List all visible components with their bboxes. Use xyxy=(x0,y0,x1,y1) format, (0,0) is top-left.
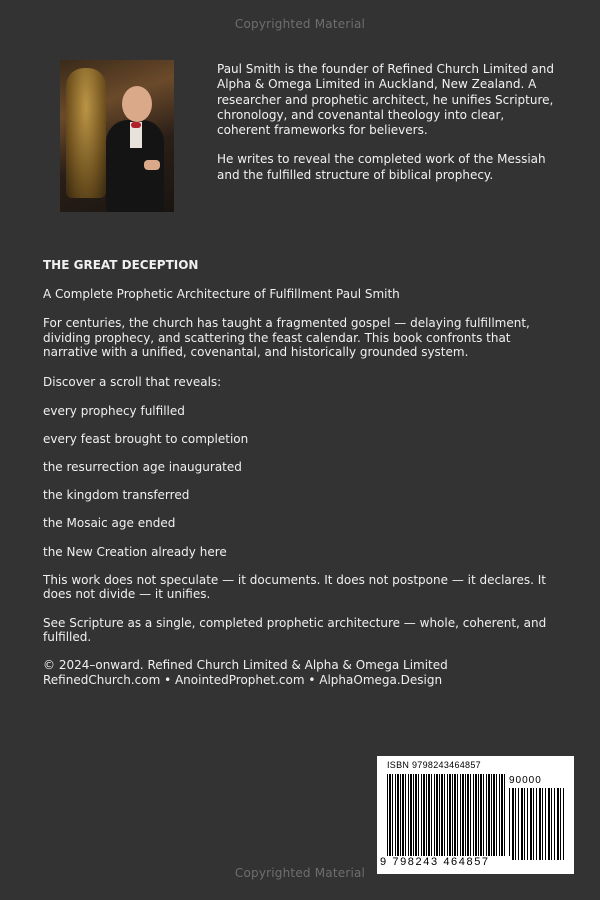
author-bio xyxy=(217,62,557,197)
author-photo xyxy=(60,60,174,212)
watermark-top: Copyrighted Material xyxy=(234,17,366,31)
intro-paragraph: For centuries, the church has taught a fragmented gospel — delaying fulfillment, dividing prophecy, and scattering the feast calendar. This book confronts that narrative with a unified, covenantal, and historically grounded system. xyxy=(43,316,530,360)
price-code: 90000 xyxy=(509,775,542,786)
list-item: every prophecy fulfilled xyxy=(43,403,185,418)
see-paragraph: See Scripture as a single, completed prophetic architecture — whole, coherent, and fulfilled. xyxy=(43,615,547,645)
watermark-bottom: Copyrighted Material xyxy=(234,866,366,880)
list-item: the kingdom transferred xyxy=(43,488,190,503)
bio-paragraph: Paul Smith is the founder of Refined Church Limited and Alpha & Omega Limited in Auckland, New Zealand. A researcher and prophetic architect, he unifies Scripture, chronology, and covenantal theology into clear, coherent frameworks for believers. xyxy=(217,62,554,138)
list-item: the New Creation already here xyxy=(43,544,227,559)
discover-line: Discover a scroll that reveals: xyxy=(43,374,222,389)
isbn-barcode xyxy=(377,756,574,874)
price-barcode-bars xyxy=(509,788,565,860)
barcode-digits: 9 798243 464857 xyxy=(379,856,510,868)
copyright-line: © 2024–onward. Refined Church Limited & Alpha & Omega Limited RefinedChurch.com • AnointedProphet.com • AlphaOmega.Design xyxy=(43,658,448,687)
book-description xyxy=(43,258,563,687)
bio-paragraph: He writes to reveal the completed work of the Messiah and the fulfilled structure of biblical prophecy. xyxy=(217,152,546,182)
barcode-bars xyxy=(387,774,505,860)
list-item: every feast brought to completion xyxy=(43,431,249,446)
list-item: the Mosaic age ended xyxy=(43,516,176,531)
list-item: the resurrection age inaugurated xyxy=(43,459,242,474)
book-subtitle: A Complete Prophetic Architecture of Fulfillment Paul Smith xyxy=(43,286,400,301)
isbn-label: ISBN 9798243464857 xyxy=(387,760,481,770)
work-paragraph: This work does not speculate — it documents. It does not postpone — it declares. It does not divide — it unifies. xyxy=(43,572,546,602)
book-title: THE GREAT DECEPTION xyxy=(43,258,199,272)
